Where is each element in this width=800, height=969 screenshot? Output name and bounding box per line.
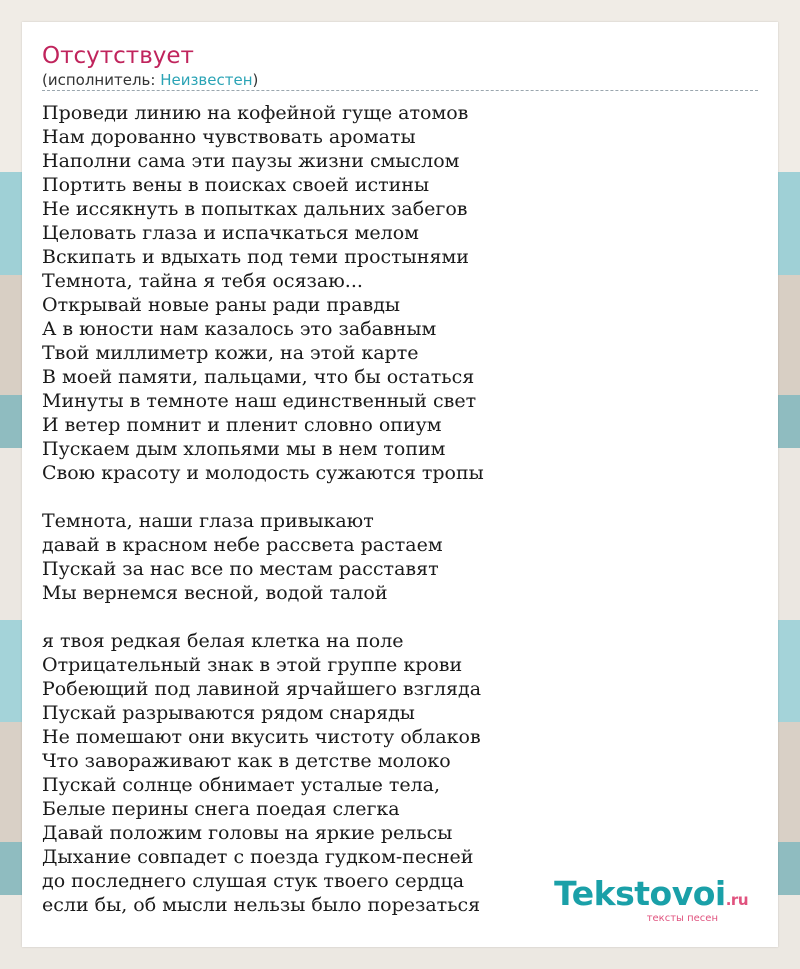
lyrics-text [42,101,762,917]
lyric-line: Пускаем дым хлопьями мы в нем топим [42,438,446,460]
lyric-line: Минуты в темноте наш единственный свет [42,390,477,412]
site-logo[interactable] [554,874,748,925]
song-title: Отсутствует [42,43,194,69]
lyric-line: до последнего слушая стук твоего сердца [42,870,465,892]
lyric-line: Портить вены в поисках своей истины [42,174,430,196]
lyric-line: Целовать глаза и испачкаться мелом [42,222,419,244]
lyric-line: Пускай разрываются рядом снаряды [42,702,415,724]
artist-link[interactable]: Неизвестен [160,71,253,89]
artist-suffix: ) [252,71,259,89]
lyric-line: Вскипать и вдыхать под теми простынями [42,246,469,268]
logo-tagline: тексты песен [646,913,718,924]
stanza-gap [42,605,762,629]
lyrics-card [22,22,778,947]
lyric-line: Проведи линию на кофейной гуще атомов [42,102,469,124]
lyric-line: давай в красном небе рассвета растаем [42,534,443,556]
stanza-gap [42,485,762,509]
lyric-line: Что завораживают как в детстве молоко [42,750,451,772]
lyric-line: Нам дорованно чувствовать ароматы [42,126,416,148]
lyric-line: И ветер помнит и пленит словно опиум [42,414,442,436]
lyric-line: В моей памяти, пальцами, что бы остаться [42,366,475,388]
lyric-line: Темнота, наши глаза привыкают [42,510,374,532]
lyric-line: Мы вернемся весной, водой талой [42,582,388,604]
logo-tld: .ru [725,891,748,909]
lyric-line: Открывай новые раны ради правды [42,294,401,316]
lyric-line: Белые перины снега поедая слегка [42,798,400,820]
lyric-line: я твоя редкая белая клетка на поле [42,630,404,652]
lyric-line: Давай положим головы на яркие рельсы [42,822,453,844]
divider [42,90,758,91]
logo-wordmark [554,874,748,917]
lyric-line: Пускай за нас все по местам расставят [42,558,439,580]
artist-line [42,71,258,89]
lyric-line: Отрицательный знак в этой группе крови [42,654,463,676]
lyric-line: Робеющий под лавиной ярчайшего взгляда [42,678,482,700]
lyric-line: Не иссякнуть в попытках дальних забегов [42,198,468,220]
logo-main-text: Tekstovoi [554,874,726,913]
lyric-line: если бы, об мысли нельзы было порезаться [42,894,481,916]
lyric-line: Твой миллиметр кожи, на этой карте [42,342,419,364]
lyric-line: Дыхание совпадет с поезда гудком-песней [42,846,474,868]
lyric-line: Темнота, тайна я тебя осязаю... [42,270,363,292]
artist-prefix: (исполнитель: [42,71,161,89]
lyric-line: А в юности нам казалось это забавным [42,318,437,340]
lyric-line: Пускай солнце обнимает усталые тела, [42,774,441,796]
lyric-line: Свою красоту и молодость сужаются тропы [42,462,484,484]
lyric-line: Наполни сама эти паузы жизни смыслом [42,150,460,172]
lyric-line: Не помешают они вкусить чистоту облаков [42,726,481,748]
